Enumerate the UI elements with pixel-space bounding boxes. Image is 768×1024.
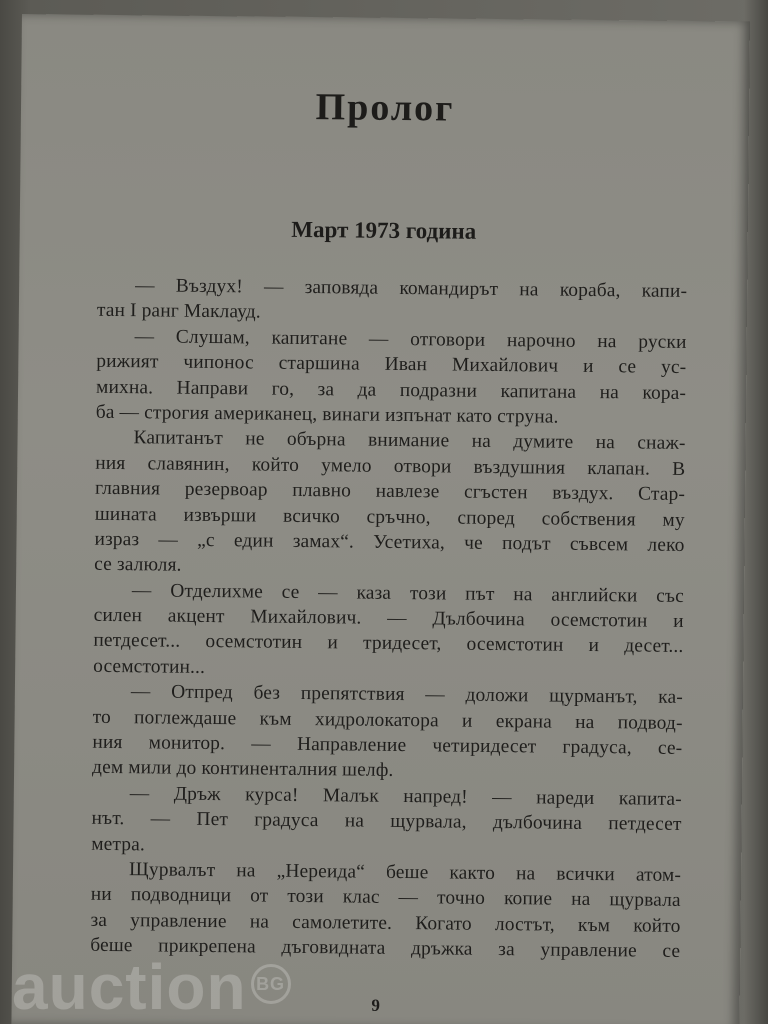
text-line: Капитанът не обърна внимание на думите на снаж- <box>133 427 686 455</box>
chapter-title: Пролог <box>315 86 455 130</box>
text-line: — Отделихме се — каза този път на английски със <box>131 579 685 607</box>
text-line: — Отпред без препятствия — доложи щурманът, ка- <box>130 681 683 709</box>
text-line: осемстотин... <box>93 655 206 678</box>
text-line: — Въздух! — заповяда командирът на кораба, капи- <box>135 275 688 302</box>
text-line: дем мили до континенталния шелф. <box>92 757 394 782</box>
watermark-text: auction <box>12 951 247 1023</box>
text-line: — Дръж курса! Малък напред! — нареди капита- <box>129 782 682 810</box>
text-line: Щурвалът на „Нереида“ беше както на всички атом- <box>128 859 682 886</box>
page-number: 9 <box>371 995 380 1015</box>
text-line: израз — „с един замах“. Усетиха, че подът съвсем леко <box>94 528 685 556</box>
text-line: ба — строгия американец, винаги изпънат като струна. <box>95 401 559 428</box>
text-line: михна. Направи го, за да подразни капитана на кора- <box>95 376 687 404</box>
text-line: — Слушам, капитане — отговори нарочно на руски <box>134 325 687 353</box>
page-edge-shadow <box>744 0 768 1024</box>
body-text <box>90 273 687 965</box>
text-line: тан I ранг Маклауд. <box>96 300 261 323</box>
text-line: рижият чипонос старшина Иван Михайлович и се ус- <box>96 350 687 379</box>
text-line: ния монитор. — Направление четиридесет градуса, се- <box>92 731 683 759</box>
text-line: метра. <box>91 833 146 855</box>
watermark-badge: BG <box>251 964 291 1004</box>
text-line: беше прикрепена дъговидната дръжка за управление се <box>90 934 681 963</box>
text-line: за управление на самолетите. Когато лостът, към който <box>90 909 681 937</box>
text-line: то поглеждаше към хидролокатора и екрана на подвод- <box>92 706 683 734</box>
chapter-subtitle: Март 1973 година <box>291 216 477 244</box>
text-line: ния славянин, който умело отвори въздушния клапан. В <box>95 452 686 480</box>
text-line: се залюля. <box>94 554 182 576</box>
book-page <box>11 14 750 1024</box>
text-line: ни подводници от този клас — точно копие на щурвала <box>90 884 681 912</box>
text-line: нът. — Пет градуса на щурвала, дълбочина петдесет <box>91 807 682 836</box>
text-line: петдесет... осемстотин и тридесет, осемстотин и десет... <box>93 630 684 658</box>
text-line: шината извърши всичко сръчно, според собствения му <box>94 503 685 531</box>
watermark-logo <box>12 950 291 1024</box>
text-line: силен акцент Михайлович. — Дълбочина осемстотин и <box>93 604 684 633</box>
text-line: главния резервоар плавно навлезе сгъстен въздух. Стар- <box>94 477 686 506</box>
